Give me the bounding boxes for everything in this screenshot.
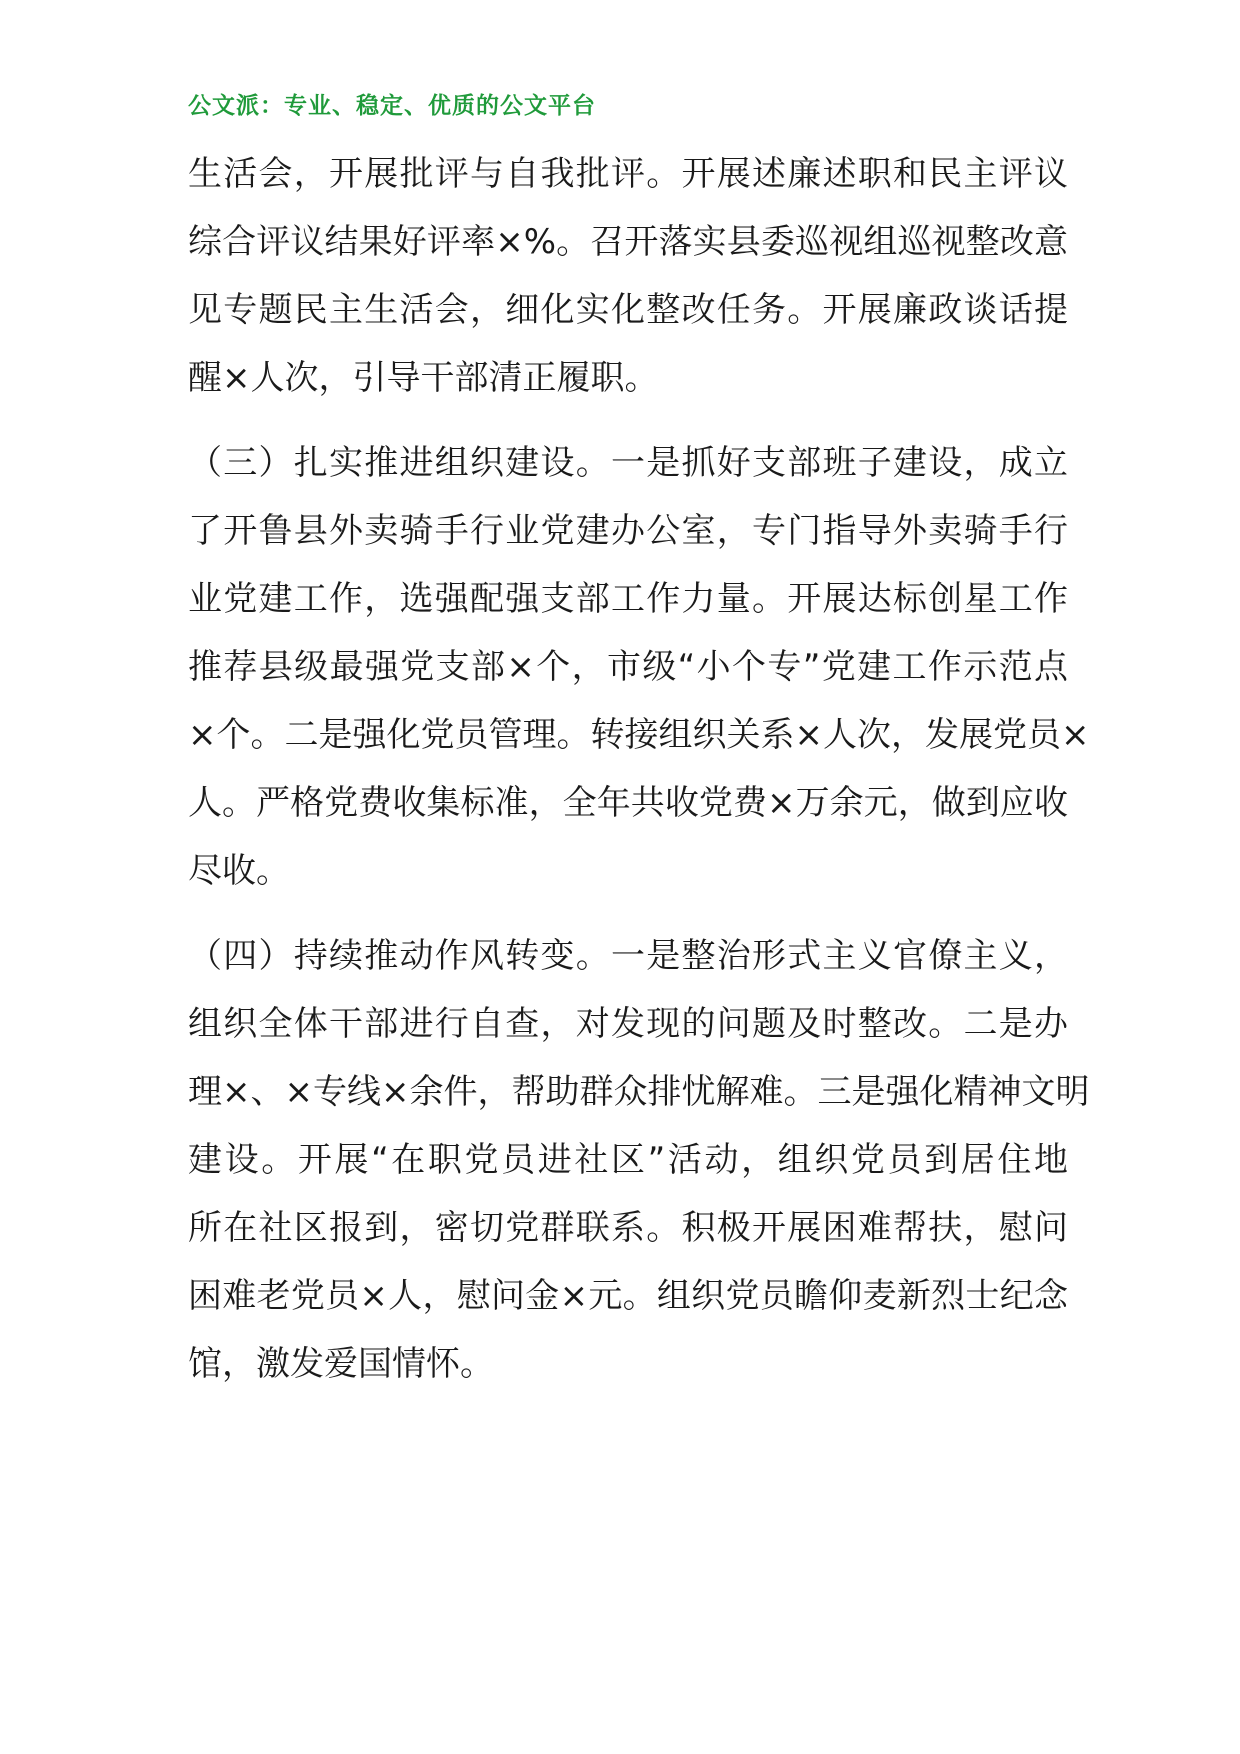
text-line: 见专题民主生活会，细化实化整改任务。开展廉政谈话提	[188, 290, 1068, 330]
site-header: 公文派：专业、稳定、优质的公文平台	[188, 93, 596, 119]
text-line: 理×、×专线×余件，帮助群众排忧解难。三是强化精神文明	[188, 1072, 1090, 1112]
text-line: 生活会，开展批评与自我批评。开展述廉述职和民主评议	[188, 154, 1068, 194]
text-line: 综合评议结果好评率×%。召开落实县委巡视组巡视整改意	[188, 222, 1068, 262]
text-line: 困难老党员×人，慰问金×元。组织党员瞻仰麦新烈士纪念	[188, 1276, 1068, 1316]
text-line: 业党建工作，选强配强支部工作力量。开展达标创星工作	[188, 579, 1068, 619]
text-line: 推荐县级最强党支部×个，市级“小个专”党建工作示范点	[188, 647, 1068, 687]
text-line: 人。严格党费收集标准，全年共收党费×万余元，做到应收	[188, 783, 1068, 823]
text-line: ×个。二是强化党员管理。转接组织关系×人次，发展党员×	[188, 715, 1090, 755]
text-line: 所在社区报到，密切党群联系。积极开展困难帮扶，慰问	[188, 1208, 1068, 1248]
text-line: （三）扎实推进组织建设。一是抓好支部班子建设，成立	[188, 443, 1068, 483]
text-line: （四）持续推动作风转变。一是整治形式主义官僚主义，	[188, 936, 1068, 976]
text-line: 组织全体干部进行自查，对发现的问题及时整改。二是办	[188, 1004, 1068, 1044]
text-line: 建设。开展“在职党员进社区”活动，组织党员到居住地	[188, 1140, 1068, 1180]
text-line: 馆，激发爱国情怀。	[188, 1344, 494, 1384]
text-line: 了开鲁县外卖骑手行业党建办公室，专门指导外卖骑手行	[188, 511, 1068, 551]
text-line: 尽收。	[188, 851, 290, 891]
text-line: 醒×人次，引导干部清正履职。	[188, 358, 659, 398]
